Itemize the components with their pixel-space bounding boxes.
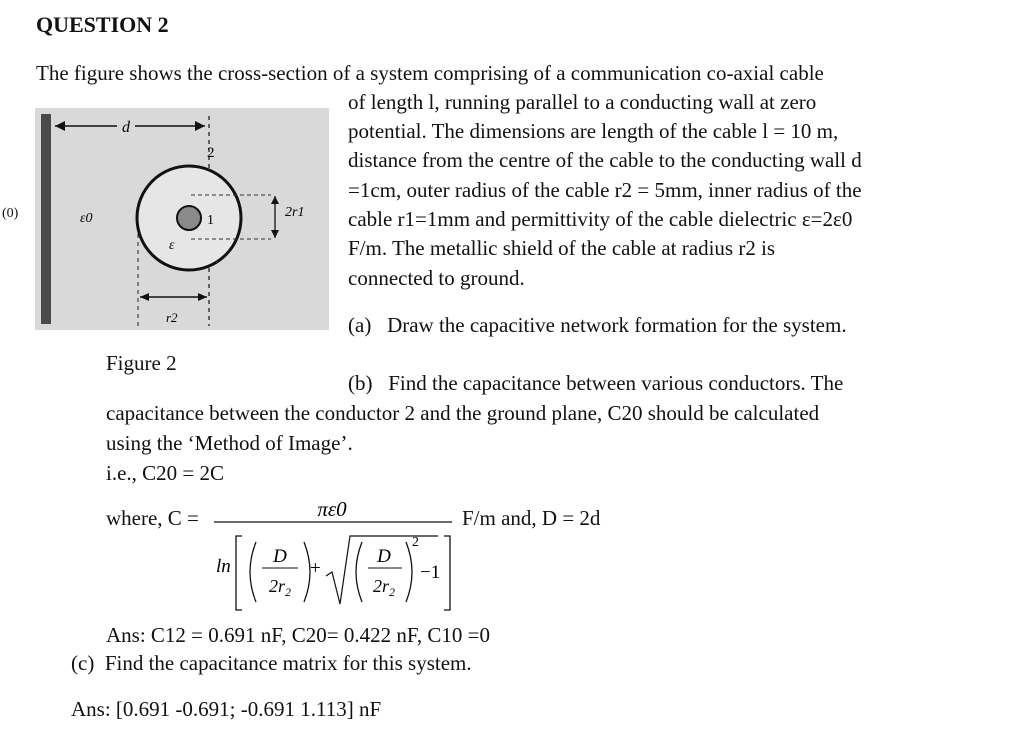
node-2-label: 2 [207,145,215,161]
part-a [348,311,847,340]
capacitance-formula [212,492,458,618]
cable-figure [35,108,329,330]
svg-text:ln: ln [216,556,231,577]
eps0-label: ε0 [80,211,93,226]
d-label: d [122,119,130,136]
svg-text:−1: −1 [420,562,441,583]
two-r1-label: 2r1 [285,205,305,220]
part-b-line-1 [348,369,843,398]
desc-line-3: distance from the centre of the cable to the conducting wall d [348,148,862,172]
eps-label: ε [169,238,175,253]
svg-text:D: D [273,546,287,567]
r2-label: r2 [166,310,178,325]
desc-line-6: F/m. The metallic shield of the cable at radius r2 is [348,236,776,260]
formula-numerator: πε0 [317,497,347,521]
desc-line-4: =1cm, outer radius of the cable r2 = 5mm, inner radius of the [348,178,862,202]
part-a-text: Draw the capacitive network formation for the system. [387,313,847,337]
part-b-line-3: using the ‘Method of Image’. [106,431,353,455]
node-1-label: 1 [207,213,214,228]
part-c-text: Find the capacitance matrix for this system. [104,651,472,675]
svg-text:2: 2 [412,535,419,550]
part-b-line-4: i.e., C20 = 2C [106,461,225,485]
svg-text:2r2: $2r_2$ [372,576,396,599]
part-a-marker: (a) [348,313,372,337]
part-b-marker: (b) [348,371,373,395]
part-b-line-2: capacitance between the conductor 2 and the ground plane, C20 should be calculated [106,401,820,425]
figure-caption: Figure 2 [106,351,177,375]
conducting-wall [41,114,51,324]
where-c-label: where, C = [106,506,199,530]
units-and-D: F/m and, D = 2d [462,506,601,530]
inner-conductor [177,206,201,230]
desc-line-1: of length l, running parallel to a conducting wall at zero [348,90,817,114]
question-heading: QUESTION 2 [36,12,169,37]
svg-text:+: + [310,558,321,579]
svg-text:D: D [377,546,391,567]
part-c [71,649,472,678]
desc-line-2: potential. The dimensions are length of the cable l = 10 m, [348,119,839,143]
part-c-marker: (c) [71,651,95,675]
svg-text:2r2: $2r_2$ [268,576,292,599]
desc-line-7: connected to ground. [348,266,525,290]
intro-line: The figure shows the cross-section of a system comprising of a communication co-axial cable [36,61,824,85]
part-c-answer: Ans: [0.691 -0.691; -0.691 1.113] nF [71,697,382,721]
desc-line-5: cable r1=1mm and permittivity of the cable dielectric ε=2ε0 [348,207,853,231]
part-b-text-1: Find the capacitance between various conductors. The [388,371,844,395]
part-b-answer: Ans: C12 = 0.691 nF, C20= 0.422 nF, C10 =0 [106,623,490,647]
wall-potential-label: (0) [2,206,19,221]
